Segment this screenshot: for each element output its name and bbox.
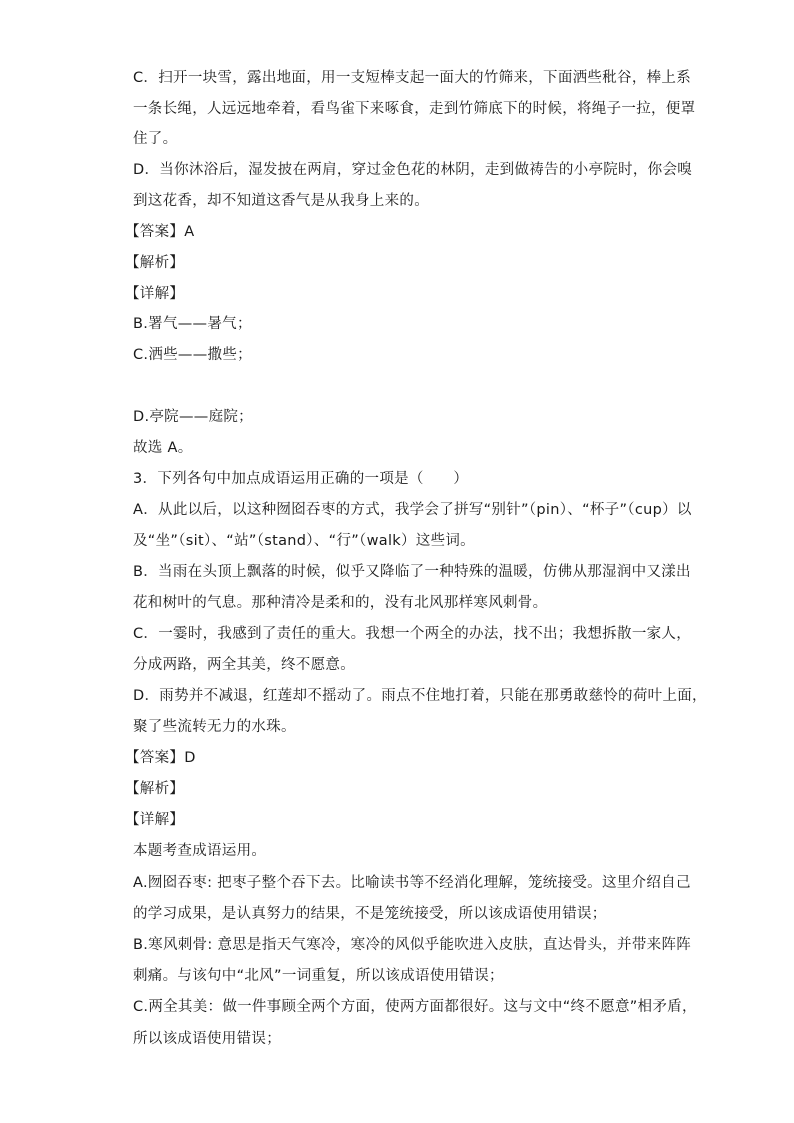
option-c-line-2: 一条长绳，人远远地牵着，看鸟雀下来啄食，走到竹筛底下的时候，将绳子一拉，便罩 [133,101,696,117]
q3-option-b-line-1: B．当雨在头顶上飘落的时候，似乎又降临了一种特殊的温暖，仿佛从那湿润中又漾出 [133,564,691,580]
q3-explanation-b-line-2: 刺痛。与该句中“北风”一词重复，所以该成语使用错误； [133,968,504,984]
q3-explanation-c-line-1: C.两全其美：做一件事顾全两个方面，使两方面都很好。这与文中“终不愿意”相矛盾， [133,999,697,1015]
option-c-line-1: C．扫开一块雪，露出地面，用一支短棒支起一面大的竹筛来，下面洒些秕谷，棒上系 [133,70,692,86]
explanation-c: C.洒些——撒些； [133,347,252,363]
q3-option-b-line-2: 花和树叶的气息。那种清冷是柔和的，没有北风那样寒风刺骨。 [133,595,548,611]
answer-label: 【答案】A [125,224,195,240]
conclusion: 故选 A。 [133,440,193,456]
q3-explanation-b-line-1: B.寒风刺骨: 意思是指天气寒冷，寒冷的风似乎能吹进入皮肤，直达骨头，并带来阵阵 [133,937,692,953]
q3-explanation-a-line-2: 的学习成果，是认真努力的结果，不是笼统接受，所以该成语使用错误； [133,906,607,922]
question-3-stem: 3．下列各句中加点成语运用正确的一项是（ ） [133,471,469,487]
explanation-b: B.署气——暑气； [133,316,252,332]
q3-option-c-line-1: C．一霎时，我感到了责任的重大。我想一个两全的办法，找不出；我想拆散一家人， [133,626,692,642]
q3-answer-label: 【答案】D [125,750,196,766]
q3-detail-label: 【详解】 [125,812,185,828]
option-d-line-2: 到这花香，却不知道这香气是从我身上来的。 [133,193,429,209]
explanation-d: D.亭院——庭院； [133,409,253,425]
q3-analysis-label: 【解析】 [125,781,185,797]
option-c-line-3: 住了。 [133,131,178,147]
detail-label: 【详解】 [125,286,185,302]
q3-option-a-line-1: A．从此以后，以这种囫囵吞枣的方式，我学会了拼写“别针”（pin）、“杯子”（cup）以 [133,502,692,518]
q3-option-a-line-2: 及“坐”（sit）、“站”（stand）、“行”（walk）这些词。 [133,533,475,549]
analysis-label: 【解析】 [125,255,185,271]
q3-option-d-line-1: D．雨势并不减退，红莲却不摇动了。雨点不住地打着，只能在那勇敢慈怜的荷叶上面， [133,688,707,704]
q3-detail-intro: 本题考查成语运用。 [133,843,267,859]
q3-explanation-a-line-1: A.囫囵吞枣: 把枣子整个吞下去。比喻读书等不经消化理解，笼统接受。这里介绍自己 [133,875,691,891]
option-d-line-1: D．当你沐浴后，湿发披在两肩，穿过金色花的林阴，走到做祷告的小亭院时，你会嗅 [133,162,693,178]
q3-option-c-line-2: 分成两路，两全其美，终不愿意。 [133,657,355,673]
q3-explanation-c-line-2: 所以该成语使用错误； [133,1031,281,1047]
q3-option-d-line-2: 聚了些流转无力的水珠。 [133,719,296,735]
